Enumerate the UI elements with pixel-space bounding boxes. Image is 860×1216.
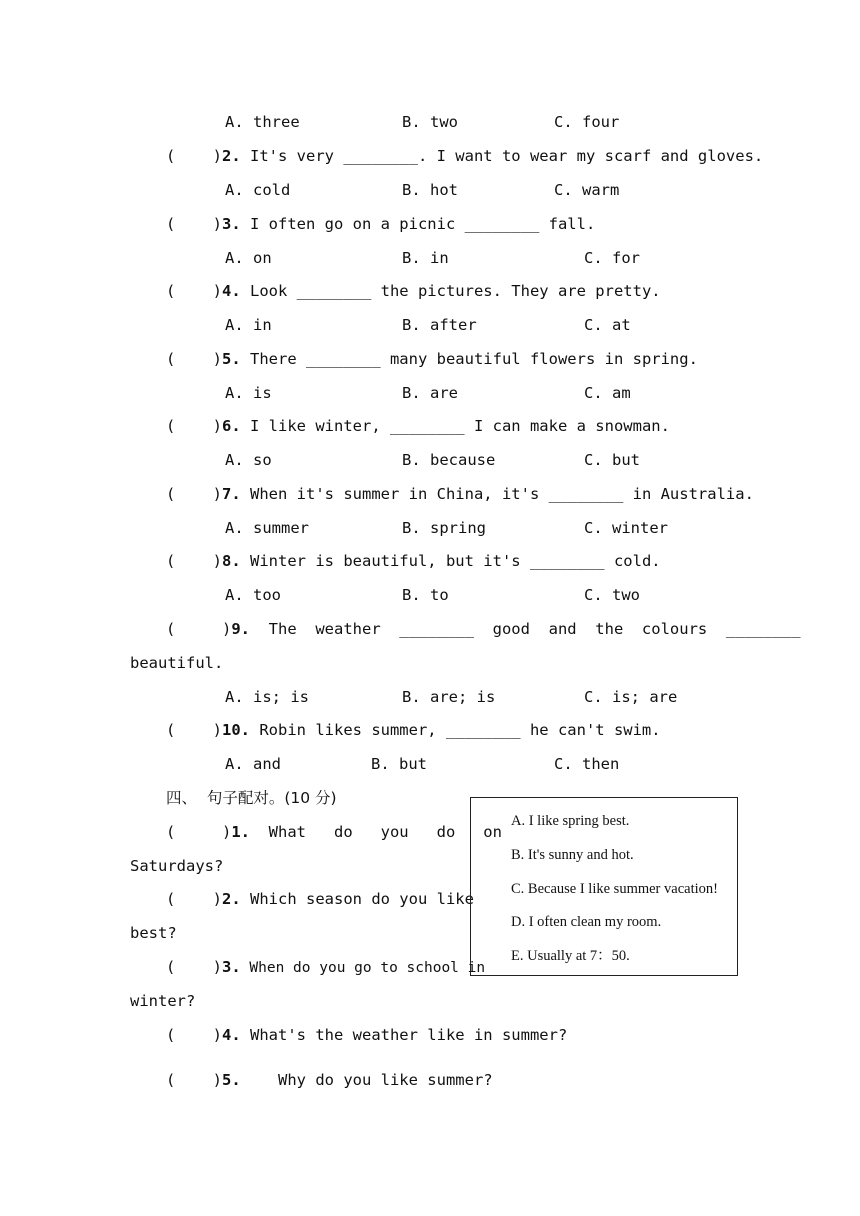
q9-option-b: B. are; is	[402, 688, 496, 706]
answer-paren: ( )	[166, 823, 232, 841]
q9-option-a: A. is; is	[225, 688, 309, 706]
question-text: It's very ________. I want to wear my scarf and gloves.	[240, 147, 764, 165]
match-question-3	[166, 957, 485, 978]
match-question-2-continuation: best?	[130, 924, 177, 942]
answer-option-a: A. I like spring best.	[511, 813, 630, 829]
question-text: Robin likes summer, ________ he can't swim.	[250, 721, 661, 739]
answer-paren: ( )	[166, 890, 222, 908]
q3-option-b: B. in	[402, 249, 449, 267]
q5-option-c: C. am	[584, 384, 631, 402]
q6-option-b: B. because	[402, 451, 496, 469]
q10-option-a: A. and	[225, 755, 281, 773]
question-number: 8.	[222, 552, 241, 570]
q7-option-b: B. spring	[402, 519, 486, 537]
match-question-1	[166, 822, 502, 842]
question-number: 4.	[222, 1026, 241, 1044]
q1-option-c: C. four	[554, 113, 620, 131]
question-8	[166, 551, 661, 571]
answer-paren: ( )	[166, 620, 232, 638]
answer-paren: ( )	[166, 282, 222, 300]
answer-paren: ( )	[166, 552, 222, 570]
q1-option-a: A. three	[225, 113, 300, 131]
answer-option-c: C. Because I like summer vacation!	[511, 881, 718, 897]
answer-option-e: E. Usually at 7：50.	[511, 948, 630, 964]
q4-option-a: A. in	[225, 316, 272, 334]
match-question-5	[166, 1070, 493, 1090]
answer-option-b: B. It's sunny and hot.	[511, 847, 634, 863]
q5-option-b: B. are	[402, 384, 458, 402]
question-4	[166, 281, 661, 301]
q3-option-a: A. on	[225, 249, 272, 267]
q1-option-b: B. two	[402, 113, 458, 131]
question-number: 2.	[222, 147, 241, 165]
question-text: Why do you like summer?	[240, 1071, 493, 1089]
question-text: There ________ many beautiful flowers in spring.	[240, 350, 698, 368]
q6-option-a: A. so	[225, 451, 272, 469]
question-5	[166, 349, 698, 369]
answer-paren: ( )	[166, 417, 222, 435]
question-text: Which season do you like	[240, 890, 474, 908]
question-number: 5.	[222, 1071, 241, 1089]
answer-paren: ( )	[166, 147, 222, 165]
question-number: 4.	[222, 282, 241, 300]
question-text: Look ________ the pictures. They are pretty.	[240, 282, 661, 300]
question-text: I often go on a picnic ________ fall.	[240, 215, 596, 233]
match-question-2	[166, 889, 474, 909]
section-4-title: 四、 句子配对。(10 分)	[166, 789, 337, 807]
question-2	[166, 146, 763, 166]
question-number: 5.	[222, 350, 241, 368]
q3-option-c: C. for	[584, 249, 640, 267]
q10-option-c: C. then	[554, 755, 620, 773]
question-number: 2.	[222, 890, 241, 908]
question-number: 3.	[222, 958, 241, 976]
q6-option-c: C. but	[584, 451, 640, 469]
answer-option-d: D. I often clean my room.	[511, 914, 662, 930]
question-text: What's the weather like in summer?	[240, 1026, 568, 1044]
q8-option-a: A. too	[225, 586, 281, 604]
q10-option-b: B. but	[371, 755, 427, 773]
q2-option-b: B. hot	[402, 181, 458, 199]
answer-paren: ( )	[166, 721, 222, 739]
answer-paren: ( )	[166, 958, 222, 976]
q9-option-c: C. is; are	[584, 688, 678, 706]
q4-option-b: B. after	[402, 316, 477, 334]
match-question-4	[166, 1025, 567, 1045]
question-number: 10.	[222, 721, 250, 739]
q4-option-c: C. at	[584, 316, 631, 334]
question-text: When do you go to school in	[240, 960, 486, 976]
q8-option-b: B. to	[402, 586, 449, 604]
question-number: 3.	[222, 215, 241, 233]
answer-options-box	[470, 797, 738, 976]
q7-option-a: A. summer	[225, 519, 309, 537]
answer-paren: ( )	[166, 1026, 222, 1044]
question-text: Winter is beautiful, but it's ________ cold.	[240, 552, 661, 570]
q8-option-c: C. two	[584, 586, 640, 604]
q5-option-a: A. is	[225, 384, 272, 402]
answer-paren: ( )	[166, 1071, 222, 1089]
question-text: The weather ________ good and the colours ________	[250, 620, 801, 638]
q2-option-a: A. cold	[225, 181, 291, 199]
question-6	[166, 416, 670, 436]
answer-paren: ( )	[166, 485, 222, 503]
q7-option-c: C. winter	[584, 519, 668, 537]
question-9	[166, 619, 801, 639]
question-text: I like winter, ________ I can make a snowman.	[240, 417, 670, 435]
question-number: 6.	[222, 417, 241, 435]
question-10	[166, 720, 661, 740]
question-text: What do you do on	[250, 823, 502, 841]
question-number: 7.	[222, 485, 241, 503]
q2-option-c: C. warm	[554, 181, 620, 199]
question-3	[166, 214, 595, 234]
question-7	[166, 484, 754, 504]
match-question-1-continuation: Saturdays?	[130, 857, 224, 875]
match-question-3-continuation: winter?	[130, 992, 196, 1010]
question-text: When it's summer in China, it's ________ in Australia.	[240, 485, 754, 503]
question-9-continuation: beautiful.	[130, 654, 224, 672]
answer-paren: ( )	[166, 215, 222, 233]
answer-paren: ( )	[166, 350, 222, 368]
question-number: 1.	[231, 823, 250, 841]
question-number: 9.	[231, 620, 250, 638]
